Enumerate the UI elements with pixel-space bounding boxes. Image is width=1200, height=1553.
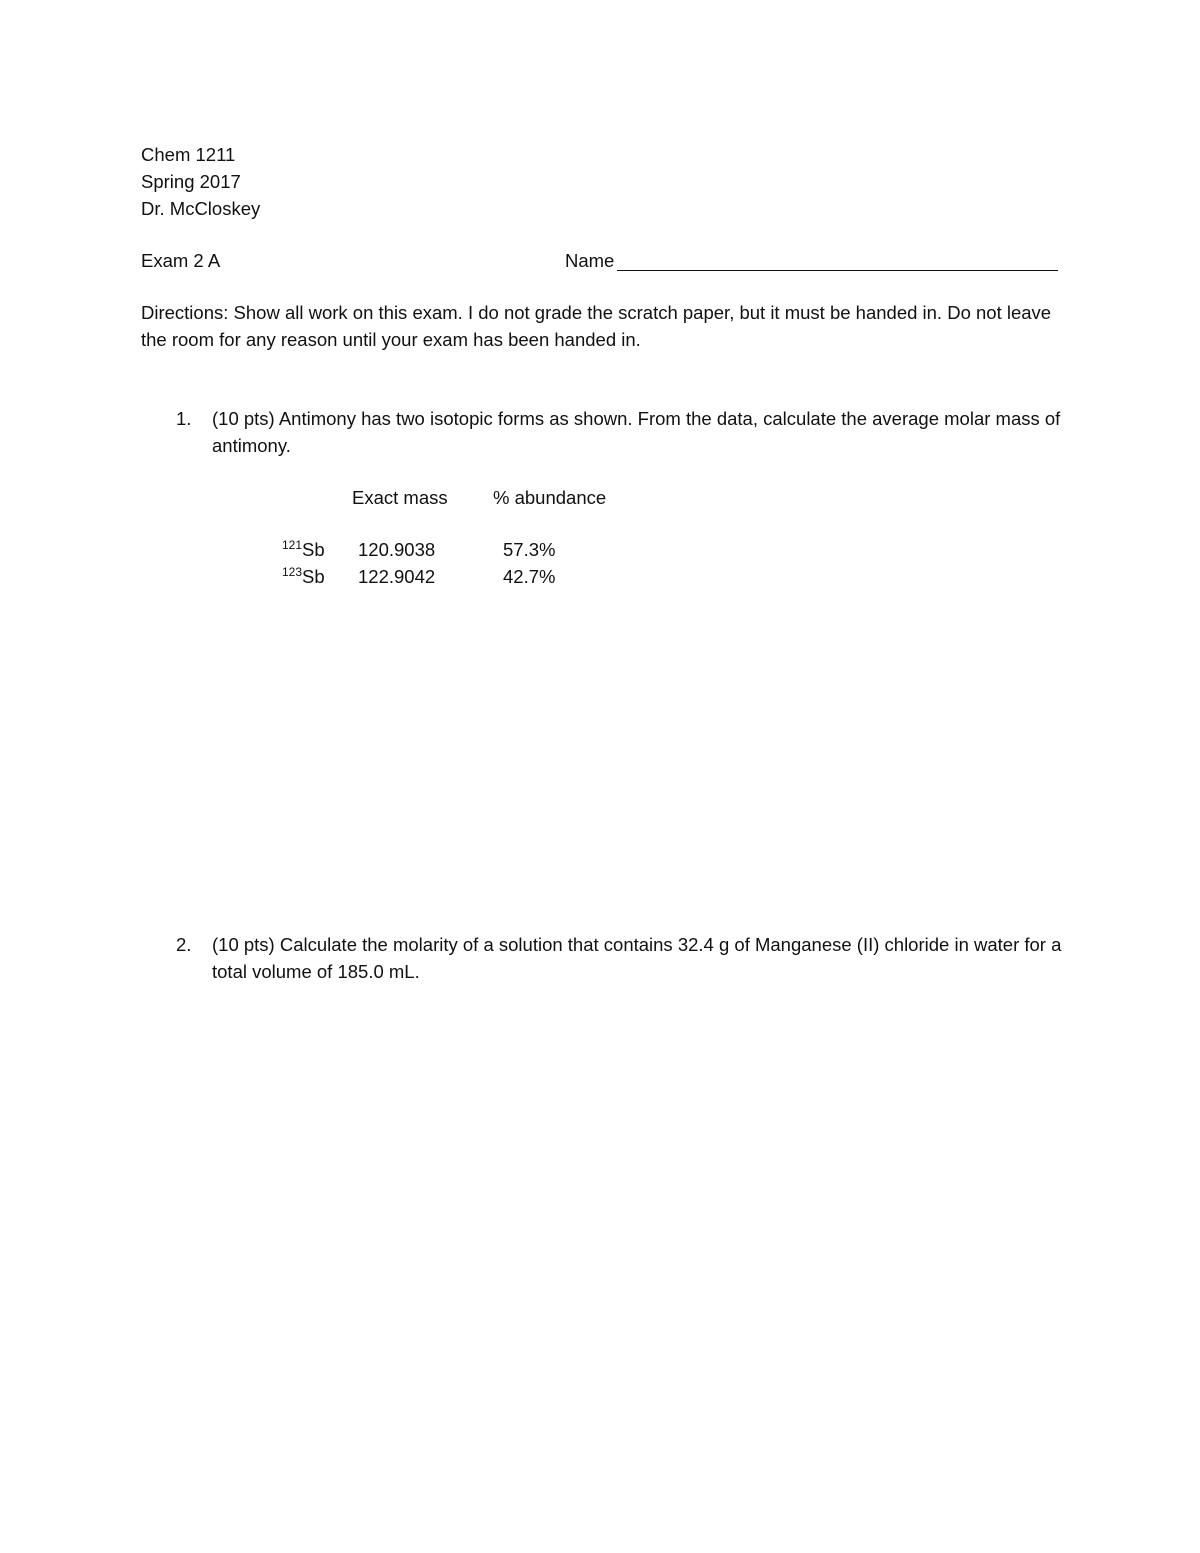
instructor: Dr. McCloskey bbox=[141, 198, 261, 219]
isotope-123-abundance: 42.7% bbox=[503, 566, 556, 587]
isotope-121-exact-mass: 120.9038 bbox=[358, 539, 436, 560]
table-header-abundance: % abundance bbox=[493, 487, 607, 508]
course-title: Chem 1211 bbox=[141, 144, 236, 165]
mass-number: 121 bbox=[282, 538, 303, 552]
question-1-text: (10 pts) Antimony has two isotopic forms as shown. From the data, calculate the average molar mass of antimony. bbox=[212, 408, 1061, 456]
isotope-121-abundance: 57.3% bbox=[503, 539, 556, 560]
name-label: Name bbox=[565, 250, 615, 271]
element-symbol: Sb bbox=[302, 566, 325, 587]
table-header-exact-mass: Exact mass bbox=[352, 487, 448, 508]
name-blank-line[interactable] bbox=[617, 270, 1058, 271]
term: Spring 2017 bbox=[141, 171, 241, 192]
directions: Directions: Show all work on this exam. I do not grade the scratch paper, but it must be handed in. Do not leave the room for any reason until your exam has been handed in. bbox=[141, 302, 1052, 350]
mass-number: 123 bbox=[282, 565, 303, 579]
exam-version: Exam 2 A bbox=[141, 250, 221, 271]
isotope-123-label bbox=[282, 563, 325, 590]
isotope-121-label bbox=[282, 536, 325, 563]
element-symbol: Sb bbox=[302, 539, 325, 560]
isotope-123-exact-mass: 122.9042 bbox=[358, 566, 436, 587]
question-2-text: (10 pts) Calculate the molarity of a solution that contains 32.4 g of Manganese (II) chloride in water for a total volume of 185.0 mL. bbox=[212, 934, 1062, 982]
question-1-number: 1. bbox=[176, 408, 192, 429]
question-2-number: 2. bbox=[176, 934, 192, 955]
